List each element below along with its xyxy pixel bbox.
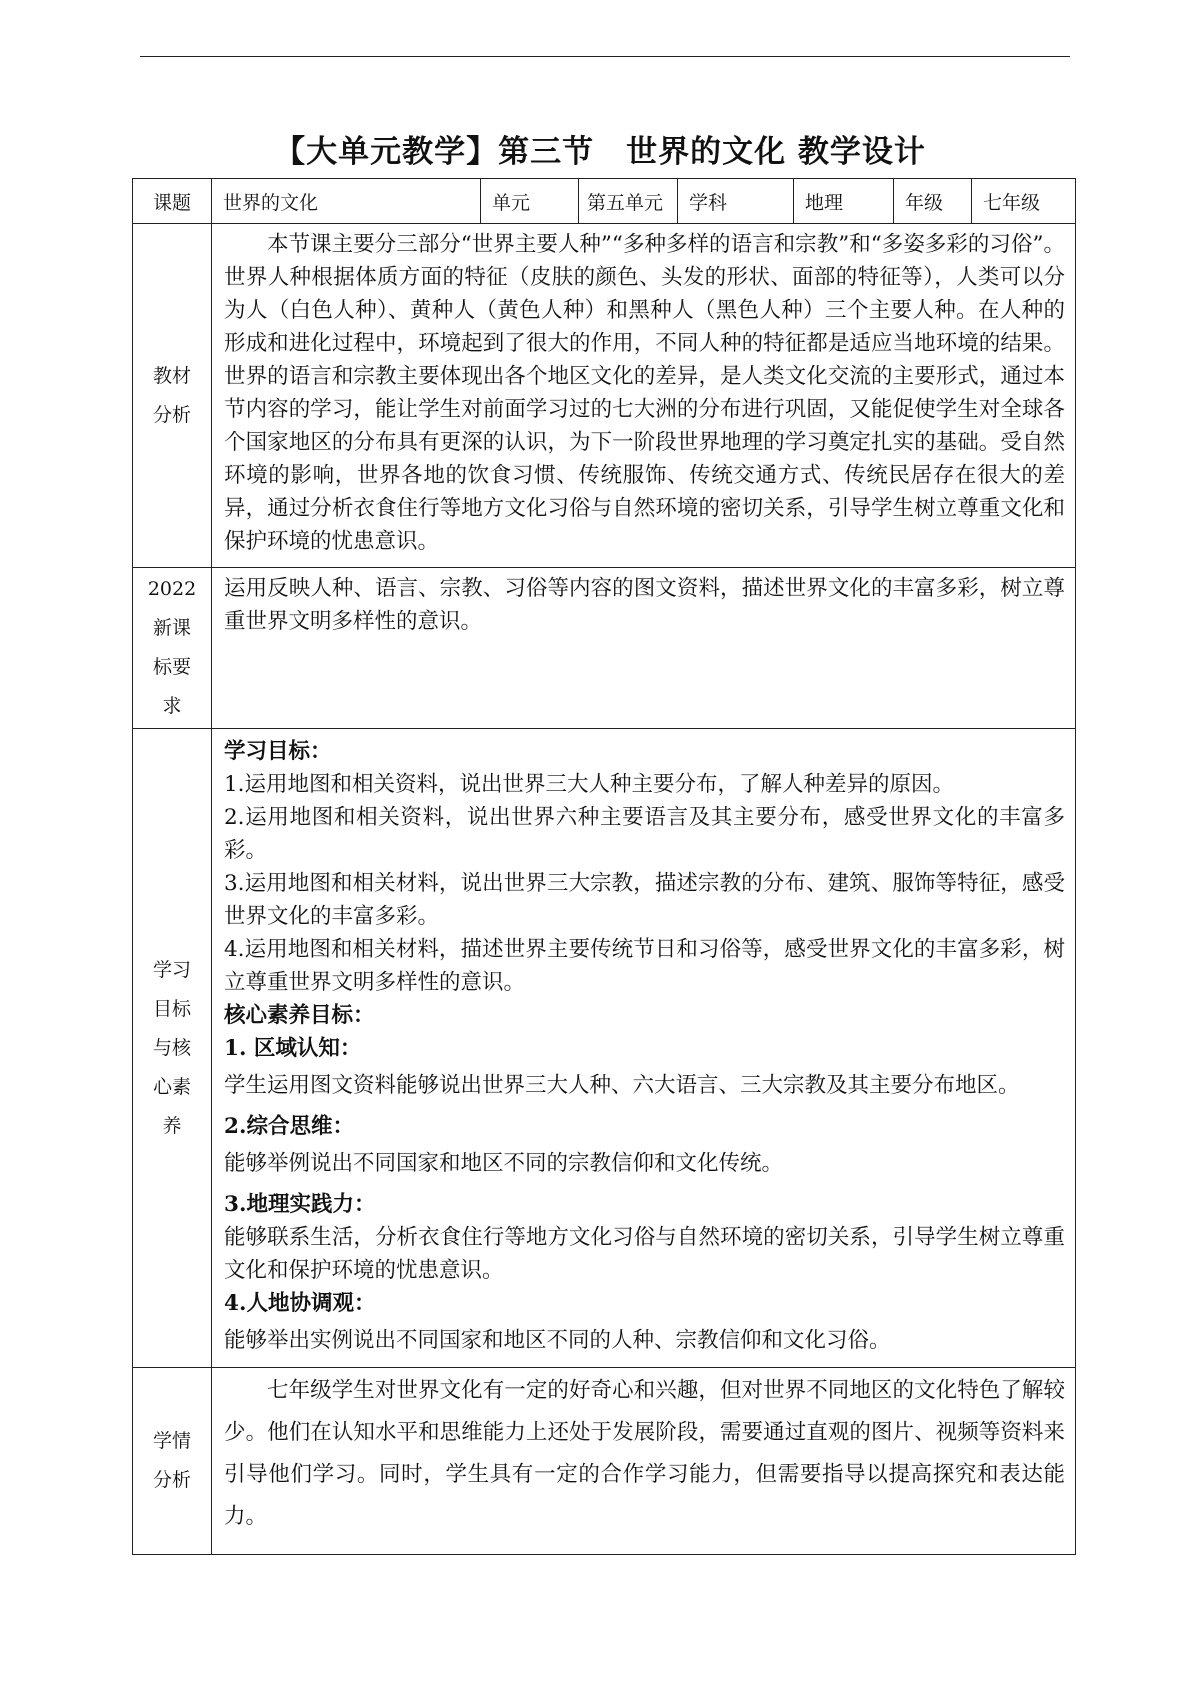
core-item-heading: 2.综合思维：: [224, 1114, 354, 1139]
student-analysis-content: [212, 1368, 1076, 1555]
unit-value: 第五单元: [579, 179, 678, 224]
students-label-line: 分析: [152, 1469, 191, 1491]
learning-objective-item: 3.运用地图和相关材料，说出世界三大宗教，描述宗教的分布、建筑、服饰等特征，感受世界文化的丰富多彩。: [224, 871, 1065, 929]
objectives-content: [212, 729, 1076, 1368]
material-label-line: 分析: [152, 403, 191, 426]
learning-objective-item: 2.运用地图和相关资料，说出世界六种主要语言及其主要分布，感受世界文化的丰富多彩。: [224, 805, 1065, 863]
material-analysis-label: [133, 224, 212, 568]
material-analysis-text: 本节课主要分三部分“世界主要人种”“多种多样的语言和宗教”和“多姿多彩的习俗”。世界人种根据体质方面的特征（皮肤的颜色、头发的形状、面部的特征等），人类可以分为人（白色人种）、黄种人（黄色人种）和黑种人（黑色人种）三个主要人种。在人种的形成和进化过程中，环境起到了很大的作用，不同人种的特征都是适应当地环境的结果。世界的语言和宗教主要体现出各个地区文化的差异，是人类文化交流的主要形式，通过本节内容的学习，能让学生对前面学习过的七大洲的分布进行巩固，又能促使学生对全球各个国家地区的分布具有更深的认识，为下一阶段世界地理的学习奠定扎实的基础。受自然环境的影响，世界各地的饮食习惯、传统服饰、传统交通方式、传统民居存在很大的差异，通过分析衣食住行等地方文化习俗与自然环境的密切关系，引导学生树立尊重文化和保护环境的忧患意识。: [224, 232, 1065, 554]
curriculum-standard-text: 运用反映人种、语言、宗教、习俗等内容的图文资料，描述世界文化的丰富多彩，树立尊重世界文明多样性的意识。: [224, 576, 1065, 634]
objectives-label-line: 目标: [152, 997, 191, 1020]
learning-objective-item: 4.运用地图和相关材料，描述世界主要传统节日和习俗等，感受世界文化的丰富多彩，树立尊重世界文明多样性的意识。: [224, 937, 1065, 995]
core-item-heading: 4.人地协调观：: [224, 1291, 376, 1316]
core-item-text: 能够举出实例说出不同国家和地区不同的人种、宗教信仰和文化习俗。: [224, 1328, 891, 1353]
core-item-text: 能够联系生活，分析衣食住行等地方文化习俗与自然环境的密切关系，引导学生树立尊重文化和保护环境的忧患意识。: [224, 1225, 1065, 1283]
objectives-label-line: 与核: [152, 1036, 191, 1059]
students-label-line: 学情: [152, 1430, 191, 1452]
student-analysis-text: 七年级学生对世界文化有一定的好奇心和兴趣，但对世界不同地区的文化特色了解较少。他们在认知水平和思维能力上还处于发展阶段，需要通过直观的图片、视频等资料来引导他们学习。同时，学生具有一定的合作学习能力，但需要指导以提高探究和表达能力。: [224, 1378, 1065, 1529]
objectives-label-line: 养: [162, 1114, 182, 1137]
unit-label: 单元: [481, 179, 579, 224]
standard-label-line: 新课: [152, 617, 191, 639]
material-analysis-row: [133, 224, 1076, 568]
standard-label-line: 求: [162, 695, 182, 717]
core-item-heading: 3.地理实践力：: [224, 1192, 376, 1217]
core-item-heading: 1. 区域认知：: [224, 1036, 362, 1061]
topic-value: 世界的文化: [212, 179, 481, 224]
curriculum-standard-label: [133, 568, 212, 729]
learning-objectives-heading: 学习目标：: [224, 739, 332, 764]
lesson-plan-table: [132, 178, 1076, 1555]
subject-value: 地理: [794, 179, 894, 224]
curriculum-standard-row: [133, 568, 1076, 729]
header-rule: [140, 56, 1070, 57]
objectives-label-line: 心素: [152, 1075, 191, 1098]
student-analysis-row: [133, 1368, 1076, 1555]
header-row: [133, 179, 1076, 224]
grade-value: 七年级: [972, 179, 1076, 224]
topic-label: 课题: [133, 179, 212, 224]
document-title: 【大单元教学】第三节 世界的文化 教学设计: [274, 134, 926, 170]
core-literacy-heading: 核心素养目标：: [224, 1003, 375, 1028]
standard-label-line: 2022: [147, 578, 197, 600]
grade-label: 年级: [894, 179, 972, 224]
material-label-line: 教材: [152, 364, 191, 387]
objectives-label: [133, 729, 212, 1368]
standard-label-line: 标要: [152, 656, 191, 678]
objectives-label-line: 学习: [152, 958, 191, 981]
student-analysis-label: [133, 1368, 212, 1555]
learning-objective-item: 1.运用地图和相关资料，说出世界三大人种主要分布，了解人种差异的原因。: [224, 772, 955, 797]
core-item-text: 学生运用图文资料能够说出世界三大人种、六大语言、三大宗教及其主要分布地区。: [224, 1073, 1020, 1098]
core-item-text: 能够举例说出不同国家和地区不同的宗教信仰和文化传统。: [224, 1151, 784, 1176]
subject-label: 学科: [678, 179, 794, 224]
objectives-row: [133, 729, 1076, 1368]
material-analysis-content: [212, 224, 1076, 568]
curriculum-standard-content: [212, 568, 1076, 729]
